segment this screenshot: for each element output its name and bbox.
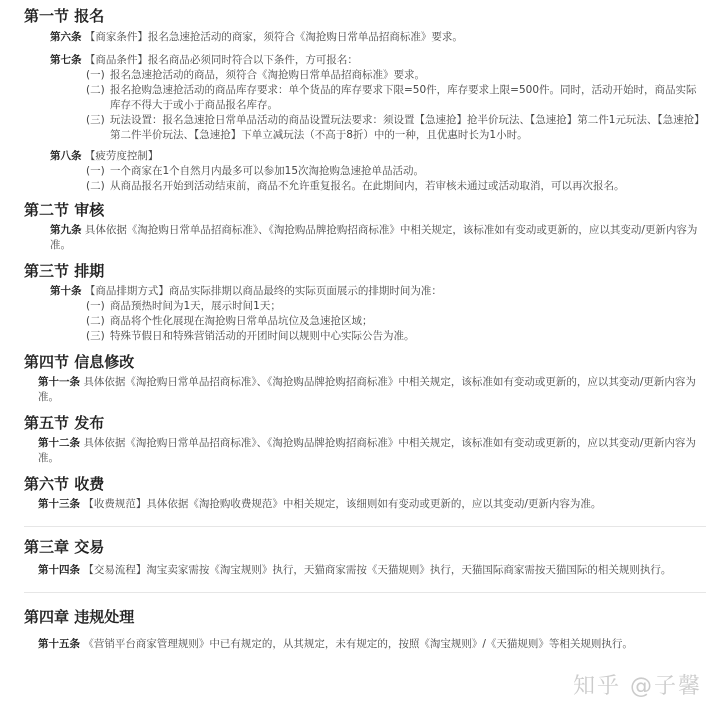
section-title-schedule: 第三节 排期 [24,262,105,280]
article-text: 【商品排期方式】商品实际排期以商品最终的实际页面展示的排期时间为准： [84,285,442,297]
article-label: 第十五条 [38,638,80,650]
article-label: 第八条 [50,150,82,162]
article-label: 第六条 [50,31,82,43]
article-label: 第十四条 [38,564,80,576]
list-item: (二) 商品将个性化展现在淘抢购日常单品坑位及急速抢区域； [86,315,373,327]
article-6 [50,30,706,45]
article-label: 第九条 [50,224,82,236]
article-13 [38,497,706,512]
list-item: (三) 玩法设置：报名急速抢日常单品活动的商品设置玩法要求：须设置【急速抢】抢半价玩法、【急速抢】第二件1元玩法、【急速抢】第二件半价玩法、【急速抢】下单立减玩法（不高于8折）中的一种，且优惠时长为1小时。 [86,114,705,141]
article-text: 《营销平台商家管理规则》中已有规定的，从其规定，未有规定的，按照《淘宝规则》/《天猫规则》等相关规则执行。 [83,638,633,650]
zhihu-watermark: 知乎 @子馨 [573,674,702,699]
article-label: 第十二条 [38,437,80,449]
list-item: (二) 报名抢购急速抢活动的商品库存要求：单个货品的库存要求下限=50件，库存要求上限=500件。同时，活动开始时，商品实际库存不得大于或小于商品报名库存。 [86,84,697,111]
list-item: (三) 特殊节假日和特殊营销活动的开团时间以规则中心实际公告为准。 [86,330,415,342]
article-text: 具体依据《淘抢购日常单品招商标准》、《淘抢购品牌抢购招商标准》中相关规定，该标准如有变动或更新的，应以其变动/更新内容为准。 [38,376,696,403]
article-label: 第十条 [50,285,82,297]
article-text: 【交易流程】淘宝卖家需按《淘宝规则》执行，天猫商家需按《天猫规则》执行，天猫国际商家需按天猫国际的相关规则执行。 [83,564,672,576]
article-text: 【商品条件】报名商品必须同时符合以下条件，方可报名： [84,54,358,66]
article-12 [38,436,706,466]
article-text: 具体依据《淘抢购日常单品招商标准》、《淘抢购品牌抢购招商标准》中相关规定，该标准如有变动或更新的，应以其变动/更新内容为准。 [38,437,696,464]
article-text: 【疲劳度控制】 [84,150,159,162]
article-11 [38,375,706,405]
section-title-publish: 第五节 发布 [24,414,105,432]
article-9 [50,223,706,253]
article-text: 【商家条件】报名急速抢活动的商家，须符合《淘抢购日常单品招商标准》要求。 [84,31,463,43]
article-14 [38,563,706,578]
chapter-title-trade: 第三章 交易 [24,538,105,556]
list-item: (一) 一个商家在1个自然月内最多可以参加15次淘抢购急速抢单品活动。 [86,165,425,177]
article-text: 【收费规范】具体依据《淘抢购收费规范》中相关规定，该细则如有变动或更新的，应以其变动/更新内容为准。 [83,498,602,510]
article-7 [50,53,706,143]
list-item: (一) 商品预热时间为1天，展示时间1天； [86,300,281,312]
section-title-signup: 第一节 报名 [24,7,105,25]
article-label: 第七条 [50,54,82,66]
divider [24,526,706,527]
chapter-title-violations: 第四章 违规处理 [24,608,135,626]
article-15 [38,637,706,652]
article-label: 第十一条 [38,376,80,388]
section-title-review: 第二节 审核 [24,201,105,219]
list-item: (二) 从商品报名开始到活动结束前，商品不允许重复报名。在此期间内，若审核未通过或活动取消，可以再次报名。 [86,180,625,192]
article-8 [50,149,706,194]
article-label: 第十三条 [38,498,80,510]
article-text: 具体依据《淘抢购日常单品招商标准》、《淘抢购品牌抢购招商标准》中相关规定，该标准如有变动或更新的，应以其变动/更新内容为准。 [50,224,698,251]
section-title-info-edit: 第四节 信息修改 [24,353,135,371]
divider [24,592,706,593]
article-10 [50,284,706,344]
list-item: (一) 报名急速抢活动的商品，须符合《淘抢购日常单品招商标准》要求。 [86,69,425,81]
section-title-fees: 第六节 收费 [24,475,105,493]
